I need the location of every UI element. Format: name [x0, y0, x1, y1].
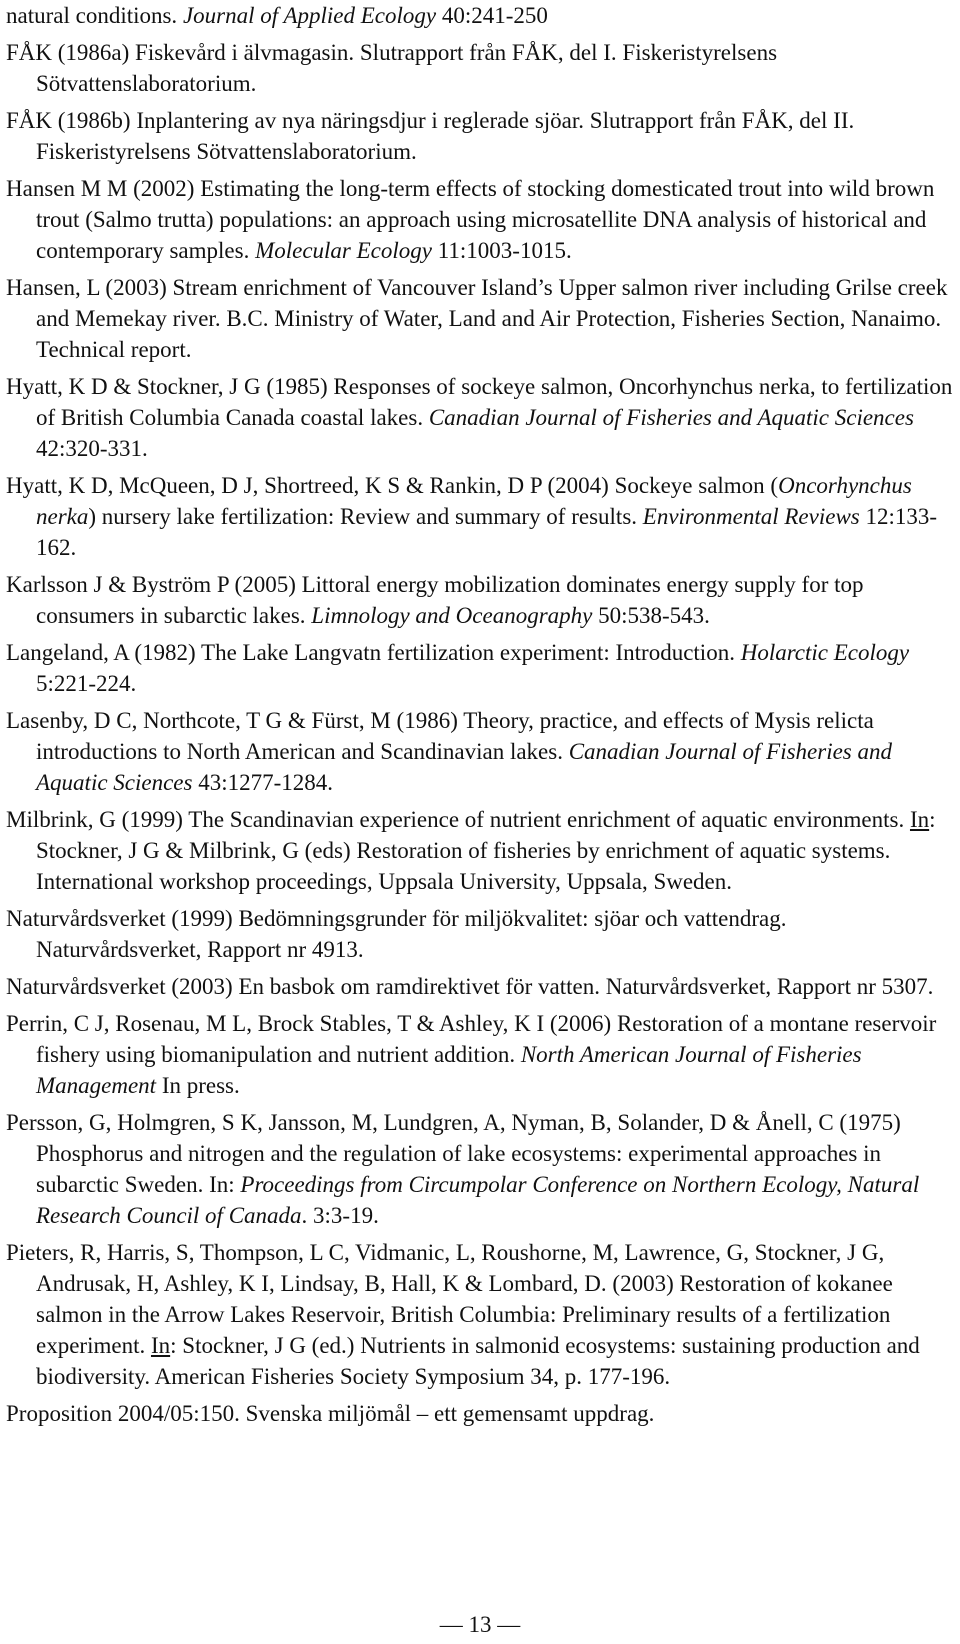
reference-text: : Stockner, J G & Milbrink, G (eds) Restoration of fisheries by enrichment of aquatic systems. International workshop proceedings, Uppsala University, Uppsala, Sweden.	[36, 807, 936, 894]
reference-italic-text: Molecular Ecology	[255, 238, 432, 263]
reference-entry	[6, 1008, 956, 1101]
reference-text: Hansen M M (2002) Estimating the long-term effects of stocking domesticated trout into wild brown trout (Salmo trutta) populations: an approach using microsatellite DNA analysis of historical and contemporary samples.	[6, 176, 935, 263]
reference-entry	[6, 105, 956, 167]
reference-entry	[6, 903, 956, 965]
reference-text: 42:320-331.	[36, 436, 148, 461]
reference-text: Milbrink, G (1999) The Scandinavian experience of nutrient enrichment of aquatic environments.	[6, 807, 910, 832]
reference-text: Karlsson J & Byström P (2005) Littoral energy mobilization dominates energy supply for top consumers in subarctic lakes.	[6, 572, 864, 628]
reference-text: ) nursery lake fertilization: Review and summary of results.	[88, 504, 643, 529]
reference-entry	[6, 470, 956, 563]
reference-text: In press.	[156, 1073, 240, 1098]
reference-entry	[6, 37, 956, 99]
reference-italic-text: Holarctic Ecology	[740, 640, 910, 665]
reference-text: 40:241-250	[436, 3, 548, 28]
reference-entry	[6, 804, 956, 897]
reference-text: FÅK (1986a) Fiskevård i älvmagasin. Slutrapport från FÅK, del I. Fiskeristyrelsens Sötvattenslaboratorium.	[6, 40, 778, 96]
reference-entry	[6, 1107, 956, 1231]
reference-text: : Stockner, J G (ed.) Nutrients in salmonid ecosystems: sustaining production and biodiversity. American Fisheries Society Symposium 34, p. 177-196.	[36, 1333, 920, 1389]
reference-text: Proposition 2004/05:150. Svenska miljömål – ett gemensamt uppdrag.	[6, 1401, 655, 1426]
reference-text: Lasenby, D C, Northcote, T G & Fürst, M (1986) Theory, practice, and effects of Mysis relicta introductions to North American and Scandinavian lakes.	[6, 708, 874, 764]
reference-entry	[6, 272, 956, 365]
reference-text: Pieters, R, Harris, S, Thompson, L C, Vidmanic, L, Roushorne, M, Lawrence, G, Stockner, J G, Andrusak, H, Ashley, K I, Lindsay, B, Hall, K & Lombard, D. (2003) Restoration of kokanee salmon in the Arrow Lakes Reservoir, British Columbia: Preliminary results of a fertilization experiment.	[6, 1240, 893, 1358]
reference-italic-text: Limnology and Oceanography	[311, 603, 593, 628]
reference-italic-text: North American Journal of Fisheries Management	[36, 1042, 862, 1098]
reference-text: natural conditions.	[6, 3, 183, 28]
reference-italic-text: Environmental Reviews	[642, 504, 860, 529]
reference-text: Langeland, A (1982) The Lake Langvatn fertilization experiment: Introduction.	[6, 640, 741, 665]
reference-entry	[6, 0, 956, 31]
reference-text: FÅK (1986b) Inplantering av nya näringsdjur i reglerade sjöar. Slutrapport från FÅK, del II. Fiskeristyrelsens Sötvattenslaboratorium.	[6, 108, 855, 164]
reference-text: Hansen, L (2003) Stream enrichment of Vancouver Island’s Upper salmon river including Grilse creek and Memekay river. B.C. Ministry of Water, Land and Air Protection, Fisheries Section, Nanaimo. Technical report.	[6, 275, 948, 362]
reference-list	[6, 0, 956, 1435]
reference-entry	[6, 637, 956, 699]
reference-text: Naturvårdsverket (2003) En basbok om ramdirektivet för vatten. Naturvårdsverket, Rapport nr 5307.	[6, 974, 934, 999]
reference-italic-text: Proceedings from Circumpolar Conference on Northern Ecology, Natural Research Council of Canada	[36, 1172, 920, 1228]
reference-entry	[6, 971, 956, 1002]
reference-entry	[6, 173, 956, 266]
reference-text: 12:133-162.	[36, 504, 938, 560]
reference-entry	[6, 371, 956, 464]
reference-text: 11:1003-1015.	[432, 238, 572, 263]
reference-italic-text: Oncorhynchus nerka	[36, 473, 912, 529]
reference-text: Hyatt, K D & Stockner, J G (1985) Responses of sockeye salmon, Oncorhynchus nerka, to fertilization of British Columbia Canada coastal lakes.	[6, 374, 953, 430]
reference-text: . 3:3-19.	[301, 1203, 379, 1228]
reference-entry	[6, 705, 956, 798]
reference-text: 43:1277-1284.	[192, 770, 334, 795]
reference-italic-text: Journal of Applied Ecology	[182, 3, 437, 28]
page-number: — 13 —	[439, 1612, 521, 1637]
reference-entry	[6, 569, 956, 631]
reference-entry	[6, 1237, 956, 1392]
reference-underlined-text: In	[150, 1333, 171, 1358]
reference-text: Hyatt, K D, McQueen, D J, Shortreed, K S & Rankin, D P (2004) Sockeye salmon (	[6, 473, 779, 498]
reference-entry	[6, 1398, 956, 1429]
reference-text: 5:221-224.	[36, 671, 137, 696]
reference-text: Naturvårdsverket (1999) Bedömningsgrunder för miljökvalitet: sjöar och vattendrag. Naturvårdsverket, Rapport nr 4913.	[6, 906, 787, 962]
reference-underlined-text: In	[909, 807, 930, 832]
reference-text: Perrin, C J, Rosenau, M L, Brock Stables, T & Ashley, K I (2006) Restoration of a montane reservoir fishery using biomanipulation and nutrient addition.	[6, 1011, 937, 1067]
reference-text: Persson, G, Holmgren, S K, Jansson, M, Lundgren, A, Nyman, B, Solander, D & Ånell, C (1975) Phosphorus and nitrogen and the regulation of lake ecosystems: experimental approaches in subarctic Sweden. In:	[6, 1110, 901, 1197]
reference-text: 50:538-543.	[592, 603, 710, 628]
reference-italic-text: Canadian Journal of Fisheries and Aquatic Sciences	[428, 405, 914, 430]
reference-italic-text: Canadian Journal of Fisheries and Aquatic Sciences	[36, 739, 892, 795]
